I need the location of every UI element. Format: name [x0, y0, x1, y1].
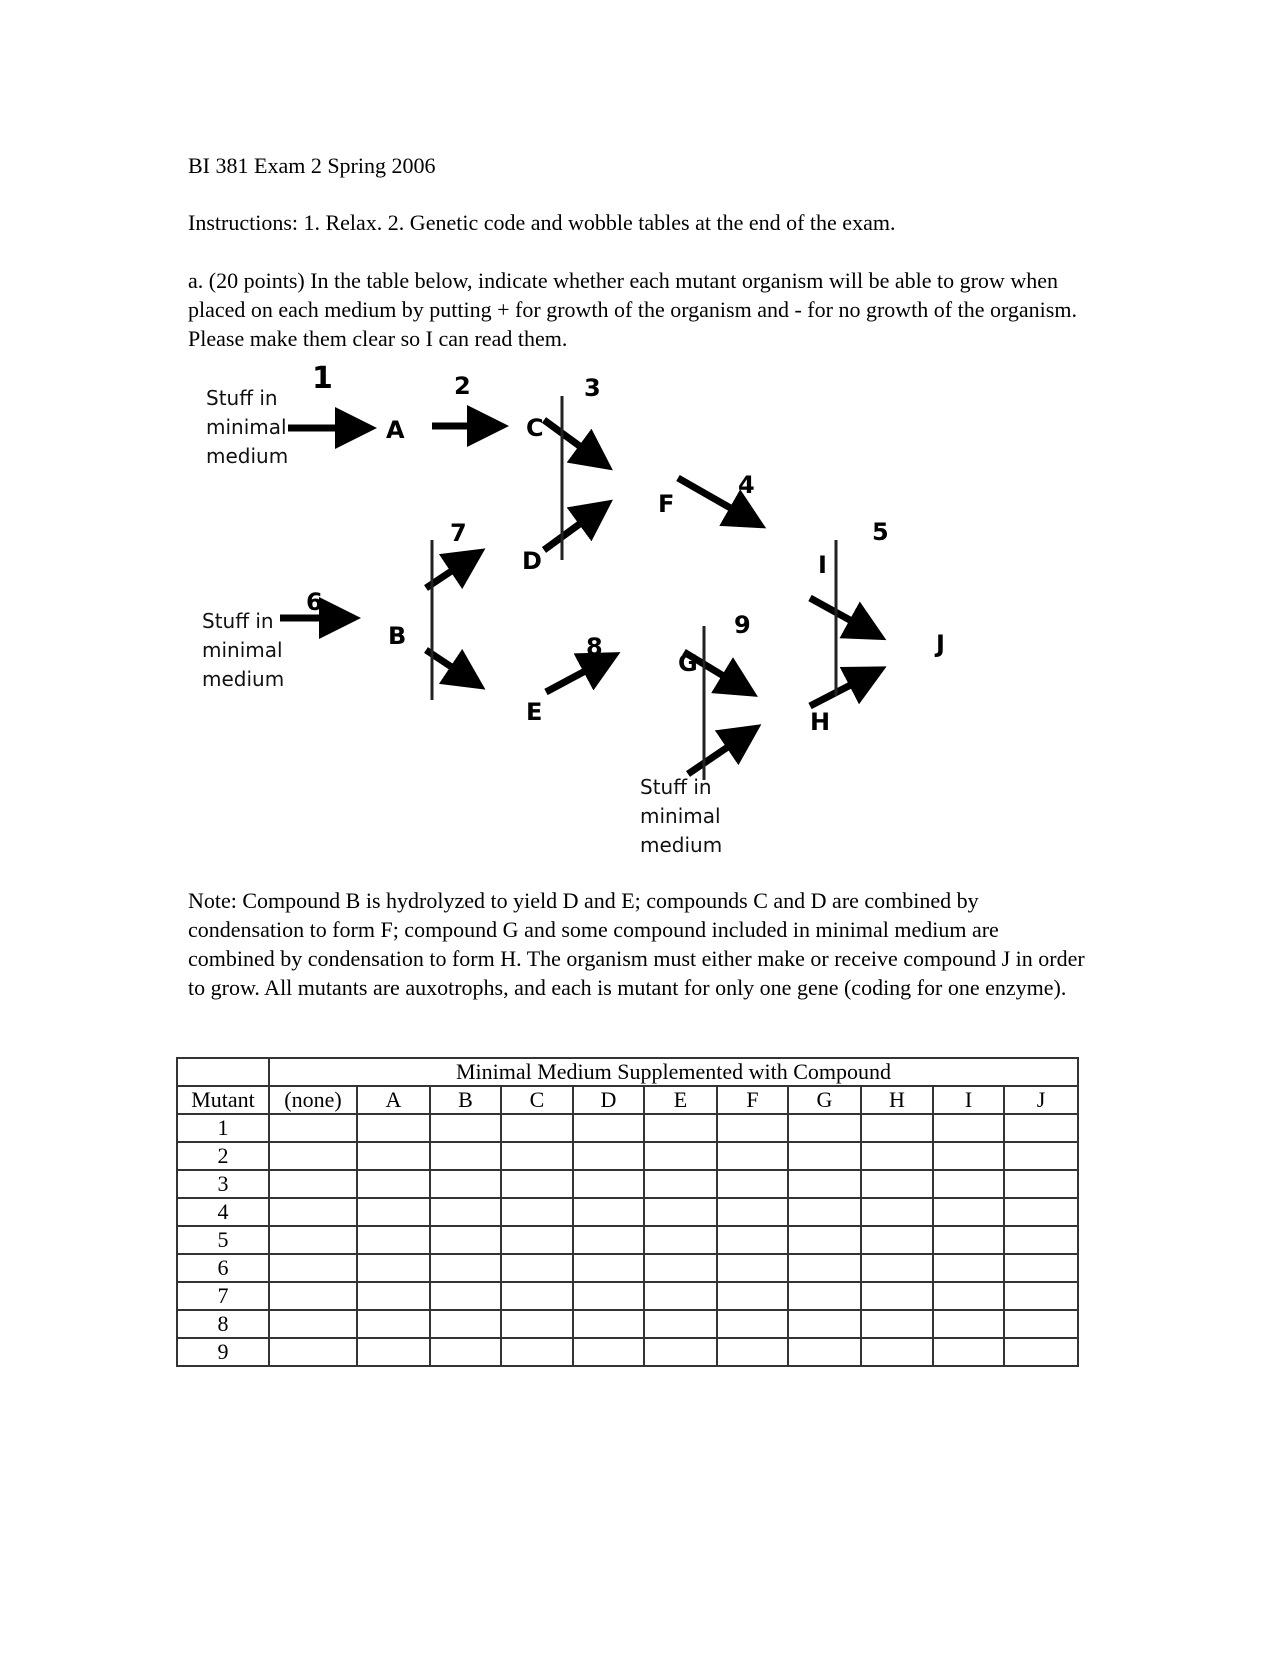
table-row: [177, 1338, 1078, 1366]
answer-cell[interactable]: [861, 1142, 933, 1170]
compound-b: B: [388, 622, 407, 650]
answer-cell[interactable]: [430, 1198, 501, 1226]
table-header-row: [177, 1086, 1078, 1114]
answer-cell[interactable]: [788, 1338, 861, 1366]
answer-cell[interactable]: [501, 1142, 573, 1170]
answer-cell[interactable]: [861, 1282, 933, 1310]
answer-cell[interactable]: [933, 1338, 1004, 1366]
answer-cell[interactable]: [933, 1310, 1004, 1338]
answer-cell[interactable]: [501, 1254, 573, 1282]
compound-c: C: [526, 414, 544, 442]
answer-cell[interactable]: [788, 1310, 861, 1338]
mutant-number: 5: [177, 1226, 269, 1254]
answer-cell[interactable]: [788, 1114, 861, 1142]
answer-cell[interactable]: [357, 1198, 430, 1226]
compound-a: A: [386, 416, 405, 444]
step-9: 9: [734, 611, 751, 639]
answer-cell[interactable]: [1004, 1282, 1078, 1310]
answer-cell[interactable]: [861, 1170, 933, 1198]
pathway-arrows: [280, 420, 868, 774]
step-2: 2: [454, 372, 471, 400]
compound-g: G: [678, 649, 698, 677]
answer-cell[interactable]: [573, 1226, 644, 1254]
col-header-d: D: [573, 1086, 644, 1114]
answer-cell[interactable]: [501, 1198, 573, 1226]
growth-table: [176, 1057, 1079, 1367]
col-header-h: H: [861, 1086, 933, 1114]
compound-e: E: [526, 698, 543, 726]
compound-h: H: [810, 708, 831, 736]
answer-cell[interactable]: [357, 1114, 430, 1142]
answer-cell[interactable]: [933, 1114, 1004, 1142]
answer-cell[interactable]: [644, 1338, 717, 1366]
answer-cell[interactable]: [501, 1114, 573, 1142]
step-1: 1: [312, 361, 333, 396]
answer-cell[interactable]: [933, 1226, 1004, 1254]
answer-cell[interactable]: [644, 1114, 717, 1142]
answer-cell[interactable]: [430, 1282, 501, 1310]
mutant-header: Mutant: [177, 1086, 269, 1114]
answer-cell[interactable]: [269, 1338, 357, 1366]
answer-cell[interactable]: [861, 1114, 933, 1142]
answer-cell[interactable]: [933, 1142, 1004, 1170]
col-header-c: C: [501, 1086, 573, 1114]
question-a: a. (20 points) In the table below, indicate whether each mutant organism will be able to grow when placed on each medium by putting + for growth of the organism and - for no growth of the organism. Please make them clear so I can read them.: [188, 268, 1077, 351]
col-header-a: A: [357, 1086, 430, 1114]
source-label-left: [202, 609, 284, 691]
table-row: [177, 1282, 1078, 1310]
answer-cell[interactable]: [357, 1254, 430, 1282]
answer-cell[interactable]: [269, 1282, 357, 1310]
answer-cell[interactable]: [861, 1198, 933, 1226]
mutant-number: 1: [177, 1114, 269, 1142]
arrow-h-to-j: [810, 676, 868, 706]
table-row: [177, 1114, 1078, 1142]
enzyme-bars: [432, 396, 836, 780]
answer-cell[interactable]: [788, 1282, 861, 1310]
answer-cell[interactable]: [788, 1170, 861, 1198]
col-header-j: J: [1004, 1086, 1078, 1114]
answer-cell[interactable]: [861, 1226, 933, 1254]
source-bottom-line2: minimal: [640, 804, 721, 828]
arrow-d-to-f: [544, 512, 596, 550]
answer-cell[interactable]: [1004, 1226, 1078, 1254]
corner-cell: [177, 1058, 269, 1086]
answer-cell[interactable]: [933, 1198, 1004, 1226]
compound-f: F: [658, 490, 675, 518]
step-7: 7: [450, 519, 467, 547]
step-6: 6: [306, 588, 323, 616]
col-header-none: (none): [269, 1086, 357, 1114]
source-top-line2: minimal: [206, 415, 287, 439]
answer-cell[interactable]: [644, 1310, 717, 1338]
compound-j: J: [936, 630, 945, 658]
answer-cell[interactable]: [573, 1254, 644, 1282]
pathway-diagram: [188, 360, 948, 860]
step-8: 8: [586, 633, 603, 661]
col-header-i: I: [933, 1086, 1004, 1114]
answer-cell[interactable]: [269, 1254, 357, 1282]
source-label-bottom: [640, 775, 722, 857]
table-row: [177, 1254, 1078, 1282]
source-bottom-line1: Stuff in: [640, 775, 712, 799]
source-left-line3: medium: [202, 667, 285, 691]
answer-cell[interactable]: [573, 1198, 644, 1226]
answer-cell[interactable]: [644, 1282, 717, 1310]
answer-cell[interactable]: [933, 1254, 1004, 1282]
answer-cell[interactable]: [717, 1254, 788, 1282]
answer-cell[interactable]: [501, 1226, 573, 1254]
answer-cell[interactable]: [1004, 1114, 1078, 1142]
mutant-number: 7: [177, 1282, 269, 1310]
answer-cell[interactable]: [717, 1198, 788, 1226]
answer-cell[interactable]: [357, 1310, 430, 1338]
answer-cell[interactable]: [644, 1226, 717, 1254]
answer-cell[interactable]: [269, 1114, 357, 1142]
mutant-number: 8: [177, 1310, 269, 1338]
step-5: 5: [872, 518, 889, 546]
source-top-line3: medium: [206, 444, 289, 468]
table-row: [177, 1142, 1078, 1170]
step-3: 3: [584, 374, 601, 402]
source-left-line1: Stuff in: [202, 609, 274, 633]
answer-cell[interactable]: [644, 1254, 717, 1282]
answer-cell[interactable]: [788, 1226, 861, 1254]
answer-cell[interactable]: [430, 1226, 501, 1254]
answer-cell[interactable]: [357, 1226, 430, 1254]
answer-cell[interactable]: [717, 1282, 788, 1310]
answer-cell[interactable]: [1004, 1170, 1078, 1198]
answer-cell[interactable]: [357, 1170, 430, 1198]
col-header-g: G: [788, 1086, 861, 1114]
answer-cell[interactable]: [1004, 1142, 1078, 1170]
table-row: [177, 1226, 1078, 1254]
mutant-number: 2: [177, 1142, 269, 1170]
note-paragraph: Note: Compound B is hydrolyzed to yield D and E; compounds C and D are combined by condensation to form F; compound G and some compound included in minimal medium are combined by condensation to form H. The organism must either make or receive compound J in order to grow. All mutants are auxotrophs, and each is mutant for only one gene (coding for one enzyme).: [188, 888, 1085, 1000]
answer-cell[interactable]: [788, 1254, 861, 1282]
answer-cell[interactable]: [501, 1170, 573, 1198]
col-header-b: B: [430, 1086, 501, 1114]
answer-cell[interactable]: [269, 1198, 357, 1226]
answer-cell[interactable]: [933, 1282, 1004, 1310]
compound-i: I: [818, 551, 827, 579]
col-header-e: E: [644, 1086, 717, 1114]
answer-cell[interactable]: [861, 1254, 933, 1282]
answer-cell[interactable]: [1004, 1198, 1078, 1226]
mutant-number: 3: [177, 1170, 269, 1198]
source-label-top: [206, 386, 288, 468]
answer-cell[interactable]: [788, 1142, 861, 1170]
answer-cell[interactable]: [430, 1254, 501, 1282]
answer-cell[interactable]: [1004, 1254, 1078, 1282]
answer-cell[interactable]: [717, 1226, 788, 1254]
table-row: [177, 1310, 1078, 1338]
answer-cell[interactable]: [430, 1338, 501, 1366]
col-header-f: F: [717, 1086, 788, 1114]
answer-cell[interactable]: [430, 1142, 501, 1170]
answer-cell[interactable]: [501, 1310, 573, 1338]
answer-cell[interactable]: [788, 1198, 861, 1226]
answer-cell[interactable]: [573, 1338, 644, 1366]
answer-cell[interactable]: [861, 1310, 933, 1338]
supplement-header: Minimal Medium Supplemented with Compound: [269, 1058, 1078, 1086]
answer-cell[interactable]: [644, 1170, 717, 1198]
table-row: [177, 1170, 1078, 1198]
answer-cell[interactable]: [573, 1142, 644, 1170]
arrow-medium-to-h: [688, 736, 744, 774]
answer-cell[interactable]: [573, 1170, 644, 1198]
compound-d: D: [522, 547, 542, 575]
answer-cell[interactable]: [357, 1142, 430, 1170]
answer-cell[interactable]: [717, 1114, 788, 1142]
exam-title: BI 381 Exam 2 Spring 2006: [188, 153, 436, 178]
answer-cell[interactable]: [501, 1282, 573, 1310]
arrow-e-to-g: [546, 662, 602, 692]
answer-cell[interactable]: [717, 1142, 788, 1170]
answer-cell[interactable]: [644, 1142, 717, 1170]
answer-cell[interactable]: [430, 1114, 501, 1142]
arrow-i-to-j: [810, 598, 868, 630]
source-left-line2: minimal: [202, 638, 283, 662]
mutant-number: 6: [177, 1254, 269, 1282]
answer-cell[interactable]: [644, 1198, 717, 1226]
answer-cell[interactable]: [573, 1114, 644, 1142]
arrow-c-to-f: [544, 420, 596, 458]
answer-cell[interactable]: [717, 1170, 788, 1198]
answer-cell[interactable]: [573, 1282, 644, 1310]
answer-cell[interactable]: [269, 1170, 357, 1198]
answer-cell[interactable]: [430, 1170, 501, 1198]
answer-cell[interactable]: [269, 1226, 357, 1254]
answer-cell[interactable]: [717, 1310, 788, 1338]
step-4: 4: [738, 471, 755, 499]
source-top-line1: Stuff in: [206, 386, 278, 410]
answer-cell[interactable]: [933, 1170, 1004, 1198]
table-super-header-row: [177, 1058, 1078, 1086]
answer-cell[interactable]: [357, 1282, 430, 1310]
answer-cell[interactable]: [1004, 1310, 1078, 1338]
table-row: [177, 1198, 1078, 1226]
answer-cell[interactable]: [573, 1310, 644, 1338]
answer-cell[interactable]: [861, 1338, 933, 1366]
answer-cell[interactable]: [269, 1142, 357, 1170]
mutant-number: 4: [177, 1198, 269, 1226]
answer-cell[interactable]: [357, 1338, 430, 1366]
answer-cell[interactable]: [501, 1338, 573, 1366]
source-bottom-line3: medium: [640, 833, 723, 857]
answer-cell[interactable]: [269, 1310, 357, 1338]
instructions: Instructions: 1. Relax. 2. Genetic code and wobble tables at the end of the exam.: [188, 210, 896, 235]
answer-cell[interactable]: [1004, 1338, 1078, 1366]
answer-cell[interactable]: [430, 1310, 501, 1338]
mutant-number: 9: [177, 1338, 269, 1366]
answer-cell[interactable]: [717, 1338, 788, 1366]
